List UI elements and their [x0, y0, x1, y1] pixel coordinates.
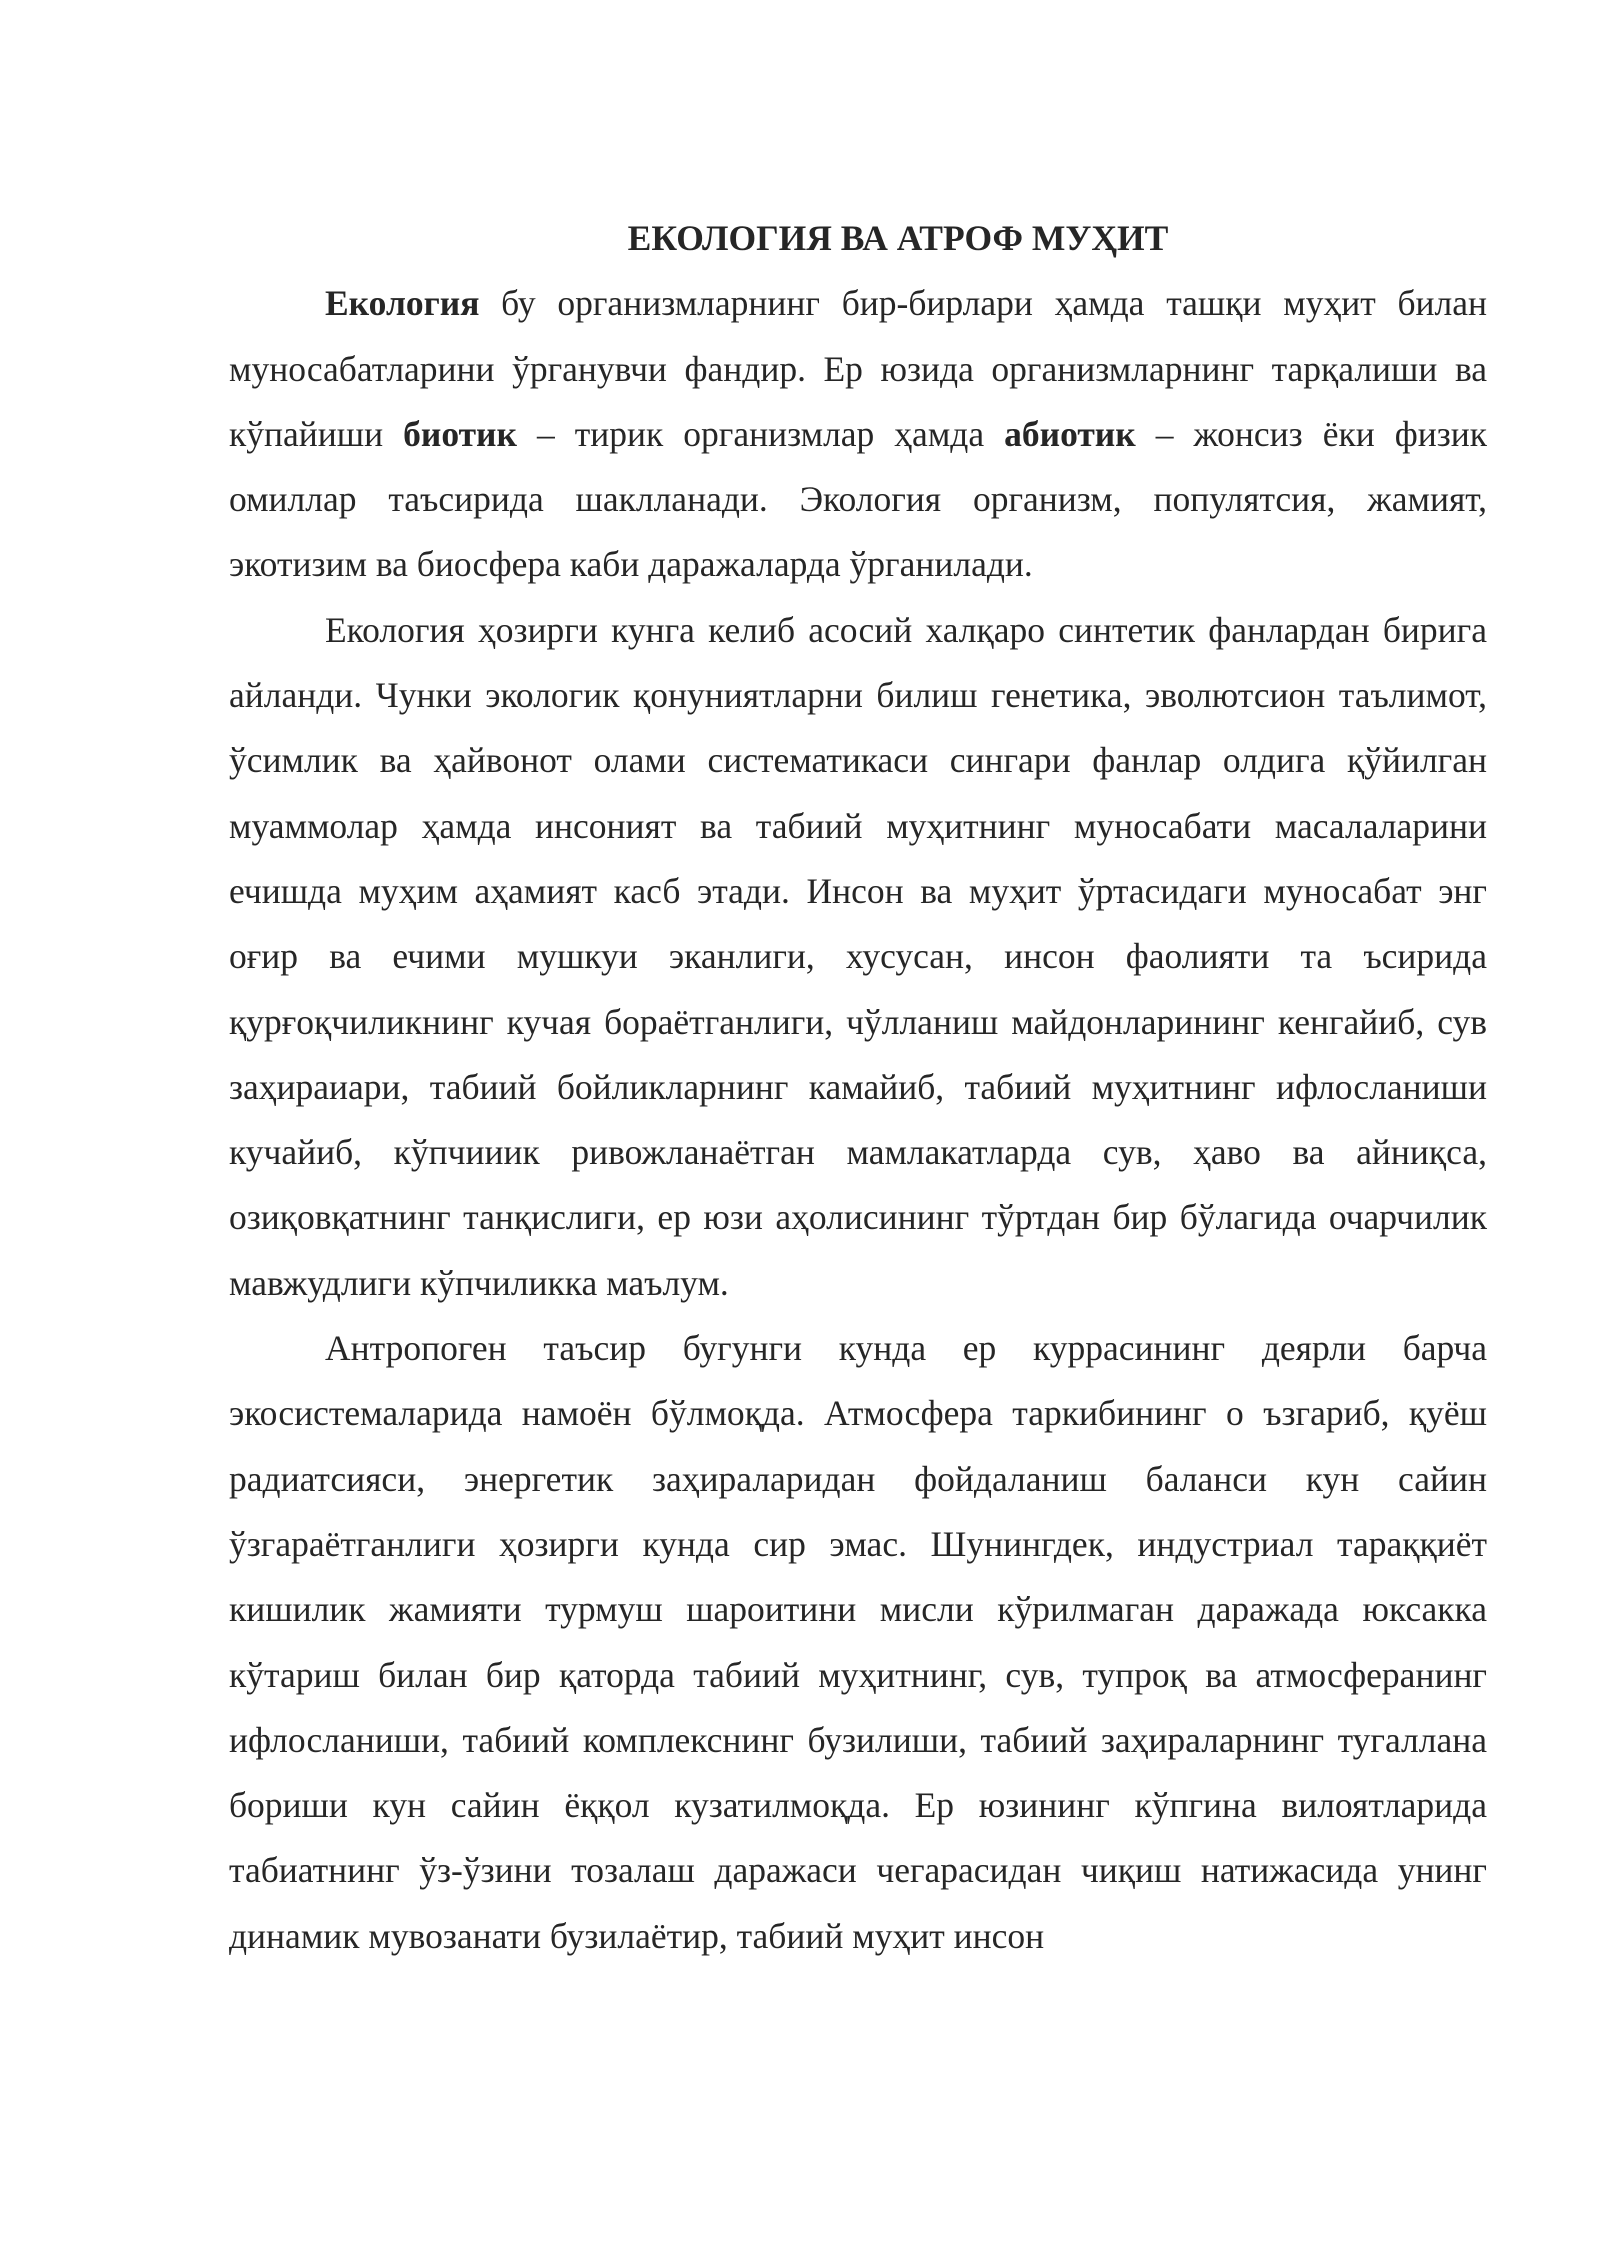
paragraph-1-text-a: бу организмларнинг бир-бирлари ҳамда ташқи муҳит билан муносабатларини ўрганувчи фандир. Ер юзида организмларнинг тарқалиши ва кўпайиши [229, 283, 1487, 454]
paragraph-3: Антропоген таъсир бугунги кунда ер куррасининг деярли барча экосистемаларида намоён бўлмоқда. Атмосфера таркибининг о ъзгариб, қуёш радиатсияси, энергетик заҳираларидан фойдаланиш баланси кун сайин ўзгараётганлиги ҳозирги кунда сир эмас. Шунингдек, индустриал тараққиёт кишилик жамияти турмуш шароитини мисли кўрилмаган даражада юксакка кўтариш билан бир қаторда табиий муҳитнинг, сув, тупроқ ва атмосферанинг ифлосланиши, табиий комплекснинг бузилиши, табиий заҳираларнинг тугаллана бориши кун сайин ёққол кузатилмоқда. Ер юзининг кўпгина вилоятларида табиатнинг ўз-ўзини тозалаш даражаси чегарасидан чиқиш натижасида унинг динамик мувозанати бузилаётир, табиий муҳит инсон [229, 1328, 1487, 1956]
term-biotic: биотик [403, 413, 517, 454]
paragraph-2: Екология ҳозирги кунга келиб асосий халқаро синтетик фанлардан бирига айланди. Чунки экологик қонуниятларни билиш генетика, эволютсион таълимот, ўсимлик ва ҳайвонот олами систематикаси сингари фанлар олдига қўйилган муаммолар ҳамда инсоният ва табиий муҳитнинг муносабати масалаларини ечишда муҳим аҳамият касб этади. Инсон ва муҳит ўртасидаги муносабат энг оғир ва ечими мушкуи эканлиги, хусусан, инсон фаолияти та ъсирида қурғоқчиликнинг кучая бораётганлиги, чўлланиш майдонларининг кенгайиб, сув заҳираиари, табиий бойликларнинг камайиб, табиий муҳитнинг ифлосланиши кучайиб, кўпчииик ривожланаётган мамлакатларда сув, ҳаво ва айниқса, озиқовқатнинг танқислиги, ер юзи аҳолисининг тўртдан бир бўлагида очарчилик мавжудлиги кўпчиликка маълум. [229, 609, 1487, 1303]
term-abiotic: абиотик [1004, 413, 1136, 454]
document-body [229, 206, 1487, 1969]
paragraph-1 [229, 271, 1487, 597]
paragraph-1-text-c: – жонсиз ёки физик омиллар таъсирида шаклланади. Экология организм, популятсия, жамият, экотизим ва биосфера каби даражаларда ўрганилади. [229, 413, 1487, 585]
paragraph-1-text-b: – тирик организмлар ҳамда [516, 413, 1005, 454]
term-ecology: Екология [325, 283, 480, 324]
document-title: ЕКОЛОГИЯ ВА АТРОФ МУҲИТ [627, 218, 1169, 258]
